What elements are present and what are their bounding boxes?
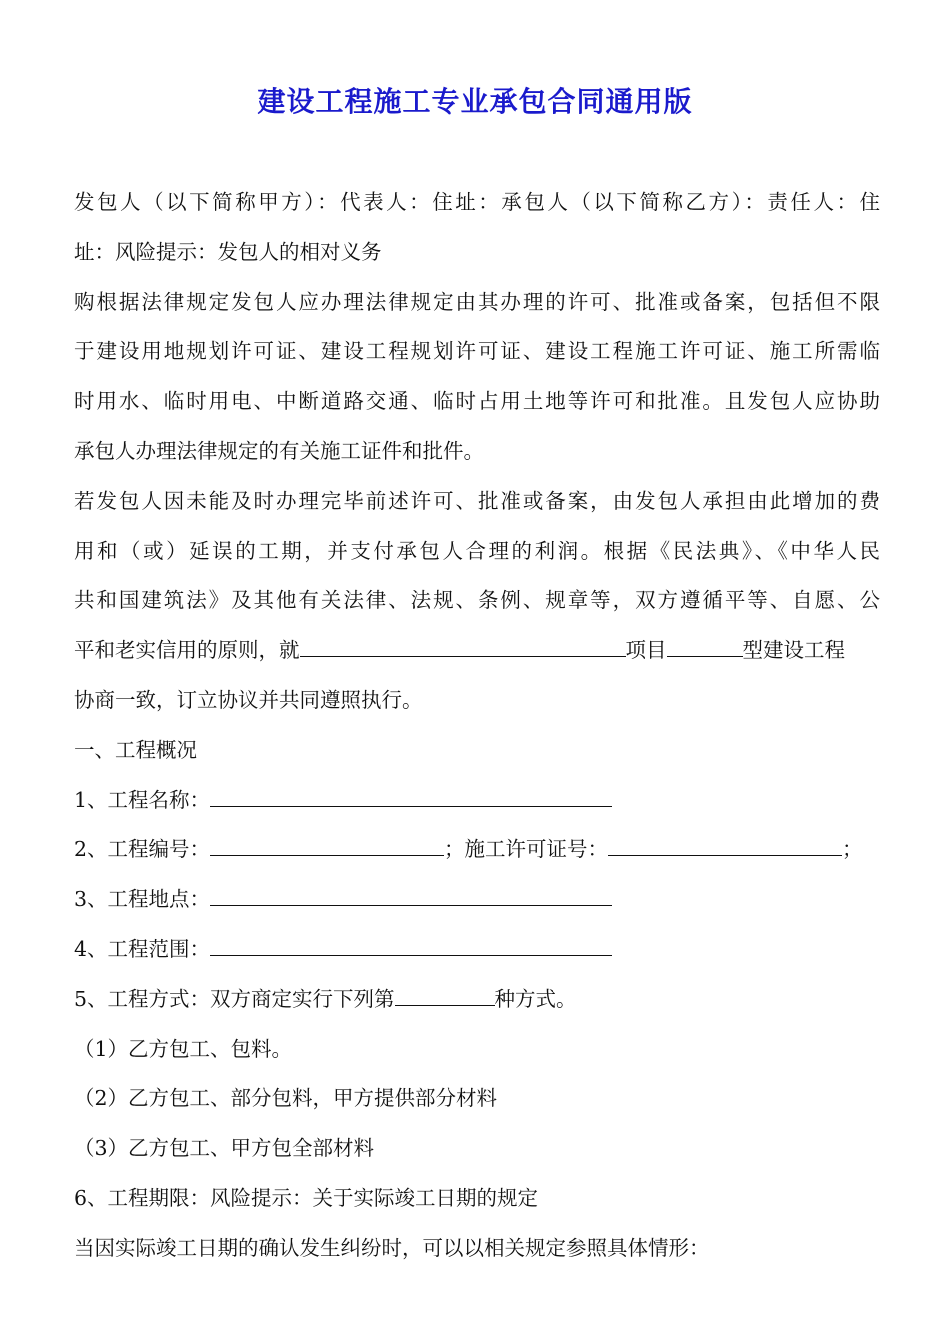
item-project-location [74,875,880,925]
project-method-field[interactable] [395,985,495,1006]
paragraph-2-line-2: 于建设用地规划许可证、建设工程规划许可证、建设工程施工许可证、施工所需临 [74,339,880,364]
paragraph-3-line-1: 若发包人因未能及时办理完毕前述许可、批准或备案，由发包人承担由此增加的费 [74,488,880,513]
item-project-scope [74,925,880,975]
paragraph-3-line-4-project: 项目 [625,638,667,663]
paragraph-2-line-3: 时用水、临时用电、中断道路交通、临时占用土地等许可和批准。且发包人应协助 [74,389,880,414]
item-project-name [74,776,880,826]
method-option-2: （2）乙方包工、部分包料，甲方提供部分材料 [74,1086,498,1111]
project-number-field[interactable] [210,835,444,856]
paragraph-3-line-4-start: 平和老实信用的原则，就 [74,638,300,663]
item-project-method-label: 5、工程方式：双方商定实行下列第 [74,986,395,1011]
paragraph-3-line-3: 共和国建筑法》及其他有关法律、法规、条例、规章等，双方遵循平等、自愿、公 [74,588,880,613]
project-name-blank[interactable] [300,636,626,657]
item-project-number [74,825,880,875]
document-body [74,178,880,1274]
project-type-blank[interactable] [667,636,743,657]
paragraph-1-line-1: 发包人（以下简称甲方）：代表人：住址：承包人（以下简称乙方）：责任人：住 [74,190,880,214]
method-option-3: （3）乙方包工、甲方包全部材料 [74,1136,375,1161]
paragraph-3-line-5: 协商一致，订立协议并共同遵照执行。 [74,687,423,712]
paragraph-3-line-4 [74,626,880,676]
paragraph-2-line-4: 承包人办理法律规定的有关施工证件和批件。 [74,438,484,463]
item-project-period-detail: 当因实际竣工日期的确认发生纠纷时，可以以相关规定参照具体情形： [74,1235,710,1260]
item-project-location-label: 3、工程地点： [74,887,211,912]
project-name-field[interactable] [210,786,612,807]
paragraph-2-line-1: 购根据法律规定发包人应办理法律规定由其办理的许可、批准或备案，包括但不限 [74,289,880,314]
item-project-scope-label: 4、工程范围： [74,936,211,961]
paragraph-3-line-2: 用和（或）延误的工期，并支付承包人合理的利润。根据《民法典》、《中华人民 [74,538,880,563]
project-location-field[interactable] [210,885,612,906]
permit-number-field[interactable] [608,835,842,856]
item-project-method [74,975,880,1025]
method-option-1: （1）乙方包工、包料。 [74,1036,293,1061]
item-project-method-end: 种方式。 [494,986,577,1011]
permit-number-label: ；施工许可证号： [444,837,609,862]
paragraph-3-line-4-end: 型建设工程 [742,638,845,663]
paragraph-1-line-2: 址：风险提示：发包人的相对义务 [74,239,382,264]
item-project-number-label: 2、工程编号： [74,837,211,862]
item-project-period: 6、工程期限：风险提示：关于实际竣工日期的规定 [74,1185,539,1210]
section-1-heading: 一、工程概况 [74,737,197,762]
document-title: 建设工程施工专业承包合同通用版 [257,85,693,118]
permit-number-end: ； [842,837,863,862]
item-project-name-label: 1、工程名称： [74,787,211,812]
project-scope-field[interactable] [210,935,612,956]
